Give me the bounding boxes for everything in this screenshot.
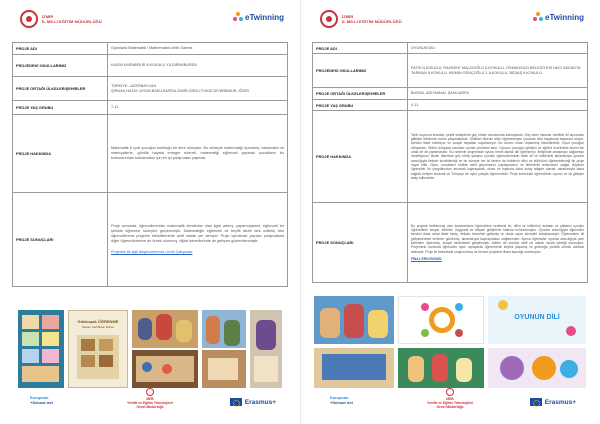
results-link[interactable]: Projemiz ile ilgili düşüncelerimiz Linoit Çalışması <box>111 250 193 254</box>
photo-math-board <box>18 310 64 388</box>
value-project-name: OYUNUN DİLİ <box>408 43 588 54</box>
ministry-line2: İL MİLLİ EĞİTİM MÜDÜRLÜĞÜ <box>42 19 102 24</box>
photo-workshop <box>314 296 394 344</box>
ministry-logo <box>20 10 102 28</box>
value-results <box>408 203 588 283</box>
label-results: PROJE SONUÇLARI <box>313 203 408 283</box>
label-results: PROJE SONUÇLARI <box>13 193 108 287</box>
label-schools: PROJEDEKİ OKULLARIMIZ <box>13 55 108 77</box>
label-schools: PROJEDEKİ OKULLARIMIZ <box>313 54 408 88</box>
page-right <box>300 0 600 424</box>
photo-students-3 <box>250 310 282 388</box>
photo-hands-circle <box>398 296 484 344</box>
label-about: PROJE HAKKINDA <box>313 111 408 203</box>
ministry-line1: İZMİR <box>342 14 354 19</box>
label-age-group: PROJE YAŞ GRUBU <box>313 100 408 111</box>
eu-line1: European <box>330 395 349 400</box>
value-about: Tarih boyunca insanlar, çeşitli sebeplerle göç etmek durumunda kalmışlardır. Göç eden insanlar özellikle dil açısından gittikleri ülkelerde zorluk yaşamaktadır. Gittikleri ülkenin dilini öğrenemeyen çocuklar okul hayatında başarısız oluyor, kendini ifade edemiyor ve sosyal hayattan soyutlanıyor. Bu durum onları dışlanmış hissettirebilir. Oyun çocuğun dünyasıdır. Bütün dünyada çocuklar oyunla çevresini tanır. Oyunun çocuğun gelişimi ve eğitimi üzerindeki önemi ise ortak bir dil yaratmasıdır. Bu nedenle projemizde oyunu temel alarak dili öğrenmeyi, iletişimde anlaşmayı sağlamayı hedefliyoruz. Bizler ülkemize göç etmiş yabancı uyruklu öğrencilerimizin farklı dil ve kültürdeki akranlarıyla oyunlar aracılığıyla iletişim kurabileceği ve bu süreçte her iki tarafın da birbirinin dilini ve kültürünü öğrenebileceği bir proje hayal ettik. Oyun, çocukların birlikte vakit geçirmesini, paylaşmasını ve birbirlerini anlamasını sağlar. Böylece öğrenciler ön yargılarından arınarak kaynaşacak, okula ve topluma daha kolay adapte olacak, akranlarıyla daha sağlıklı iletişim kuracak ve Türkçeyi de oyun yoluyla öğrenecektir. Proje sürecinde öğrencilerin uyumu ve dil gelişimi takip edilecektir. <box>408 111 588 203</box>
results-text: Bu projede belirlenmiş olan kazanımların öğrencilere verilmesi ile; dilini ve kültürünü anlatan ve yabancı uyruklu öğrencilerin sosyal, kültürel, duygusal ve bilişsel gelişimine katkıda bulunulmuştur. Oyunlar aracılığıyla öğrenciler kendini daha rahat ifade etmiş, iletişim becerileri gelişmiş ve okula uyum süreçleri kolaylaşmıştır. Öğrencilerin dil gelişimlerinde ilerleme görülmüş, akranlarıyla kaynaşmaları sağlanmıştır. Ayrıca öğrenciler oyunlar aracılığıyla yeni kelimeler öğrenmiş, sosyal becerilerini geliştirmiştir. Aileler de süreçte aktif rol alarak okulla işbirliği kurmuştur. Projemizin sonunda öğrenciler oyun oynayarak öğrenmenin keyfini yaşamış ve geleceğe yönelik olumlu adımlar atılmıştır. Proje ile farkındalık oluşturulmuş ve benzer projelere ilham kaynağı olunmuştur. <box>411 223 584 254</box>
value-partners <box>108 77 288 101</box>
value-about: Matematik b rçok çocuğun korktuğu bir ders olmuştur. Bu sebeple matematiği oyunlarla, basamaklı ve materyallerle, günlük hayata entegre ederek, matematiği eğlenceli yaparak çocukların bu korkularından kurtulmaları için en iyi çalışmaları yapmak. <box>108 115 288 193</box>
etwinning-star-icon <box>233 12 243 22</box>
label-about: PROJE HAKKINDA <box>13 115 108 193</box>
erasmus-text: Erasmus+ <box>244 398 276 406</box>
certificate-subtitle: Basarı Sertifikası Bursa <box>82 325 114 329</box>
photo-banner <box>488 296 586 344</box>
project-table-left <box>12 42 288 287</box>
photo-classroom-1 <box>132 310 198 348</box>
photo-classroom-2 <box>132 350 198 388</box>
meb-line3: Genel Müdürlüğü <box>136 405 164 409</box>
value-schools: KAZIM KARABEKİR İLKOKULU YILDIRIM/BURSA <box>108 55 288 77</box>
eu-line2: +School net <box>330 399 353 405</box>
eu-line1: European <box>30 395 49 400</box>
ministry-logo-right <box>320 10 402 28</box>
meb-icon <box>446 388 454 396</box>
meb-emblem-icon <box>320 10 338 28</box>
photo-activity-3 <box>488 348 586 388</box>
partners-line2: ŞIRNAK,HATAY, AYDIN,BAKÜ,BURSA İZMİR,ORDU,TOKAT,DİYARBAKIR, IĞDIR <box>111 88 250 93</box>
value-partners: BURSA, ADIYAMAN, ŞANLIURFA <box>408 88 588 100</box>
meb-emblem-icon <box>20 10 38 28</box>
meb-line1: MEB <box>446 397 454 401</box>
photo-activity-2 <box>398 348 484 388</box>
meb-line2: Yenilik ve Eğitim Teknolojileri <box>126 401 174 405</box>
erasmus-logo <box>230 398 276 406</box>
banner-title: OYUNUN DİLİ <box>514 314 560 321</box>
ministry-line2: İL MİLLİ EĞİTİM MÜDÜRLÜĞÜ <box>342 19 402 24</box>
meb-line2: Yenilik ve Eğitim Teknolojileri <box>426 401 474 405</box>
etwinning-star-icon <box>533 12 543 22</box>
meb-yegitek-logo <box>124 388 176 409</box>
erasmus-logo <box>530 398 576 406</box>
value-age-group: 7-11 <box>108 101 288 115</box>
etwinning-text: eTwinning <box>545 12 584 22</box>
meb-yegitek-logo <box>424 388 476 409</box>
label-partners: PROJE ORTAĞI ÜLKELER/ŞEHİRLER <box>13 77 108 101</box>
label-project-name: PROJE ADI <box>313 43 408 54</box>
european-schoolnet-logo <box>30 396 53 405</box>
erasmus-text: Erasmus+ <box>544 398 576 406</box>
photo-certificate <box>68 310 128 388</box>
label-age-group: PROJE YAŞ GRUBU <box>13 101 108 115</box>
meb-line3: Genel Müdürlüğü <box>436 405 464 409</box>
photo-activity-1 <box>314 348 394 388</box>
results-link[interactable]: FİNAL ERKONOMİ2 <box>411 256 442 261</box>
project-table-right <box>312 42 588 283</box>
value-project-name: Oyunlarla Matematik / Mathematics With Games <box>108 43 288 55</box>
value-age-group: 4-11 <box>408 100 588 111</box>
eu-line2: +School net <box>30 399 53 405</box>
label-partners: PROJE ORTAĞI ÜLKELER/ŞEHİRLER <box>313 88 408 100</box>
european-schoolnet-logo <box>330 396 353 405</box>
eu-flag-icon <box>530 398 542 406</box>
meb-line1: MEB <box>146 397 154 401</box>
etwinning-logo-right <box>533 12 584 22</box>
etwinning-logo <box>233 12 284 22</box>
results-text: Proje sonunda, öğrencilerimizin matematik derslerine olan ilgisi artmış ,yaparmışlarım, eğlenceli bir şekilde öğrenme süreçleri güçlenmiştir. Matematiğin eğlenceli ve keyifli tarafı fark edilmiş tüm öğrencilerimiz projenin etkinliklerinde aktif olarak yer almıştır. Proje içerisinde yapılan çalışmalarla diğer öğrencilerimize de örnek olunmuş, dijital becerilerinde de gelişme gözlemlenmiştir. <box>111 224 284 243</box>
footer-left <box>0 388 300 414</box>
value-schools: FATİH İLKOKULU, RAHMİYE MALCIOĞLU İLKOKULU, OSMANGAZİ BELEDİYESİ HACI AKKAD'IN TARMAN İLKOKULU, MÜMİN GENÇOĞLU 1 İLKOKULU, BEŞAŞ İLKOKULU <box>408 54 588 88</box>
ministry-line1: İZMİR <box>42 14 54 19</box>
label-project-name: PROJE ADI <box>13 43 108 55</box>
etwinning-text: eTwinning <box>245 12 284 22</box>
partners-line1: TÜRKİYE –AZERBAYCAN <box>111 83 157 88</box>
value-results <box>108 193 288 287</box>
photo-students-1 <box>202 310 246 348</box>
photo-students-2 <box>202 350 246 388</box>
meb-icon <box>146 388 154 396</box>
eu-flag-icon <box>230 398 242 406</box>
footer-right <box>300 388 600 414</box>
certificate-title: Gökkuşak ÖĞRENME <box>77 319 119 324</box>
